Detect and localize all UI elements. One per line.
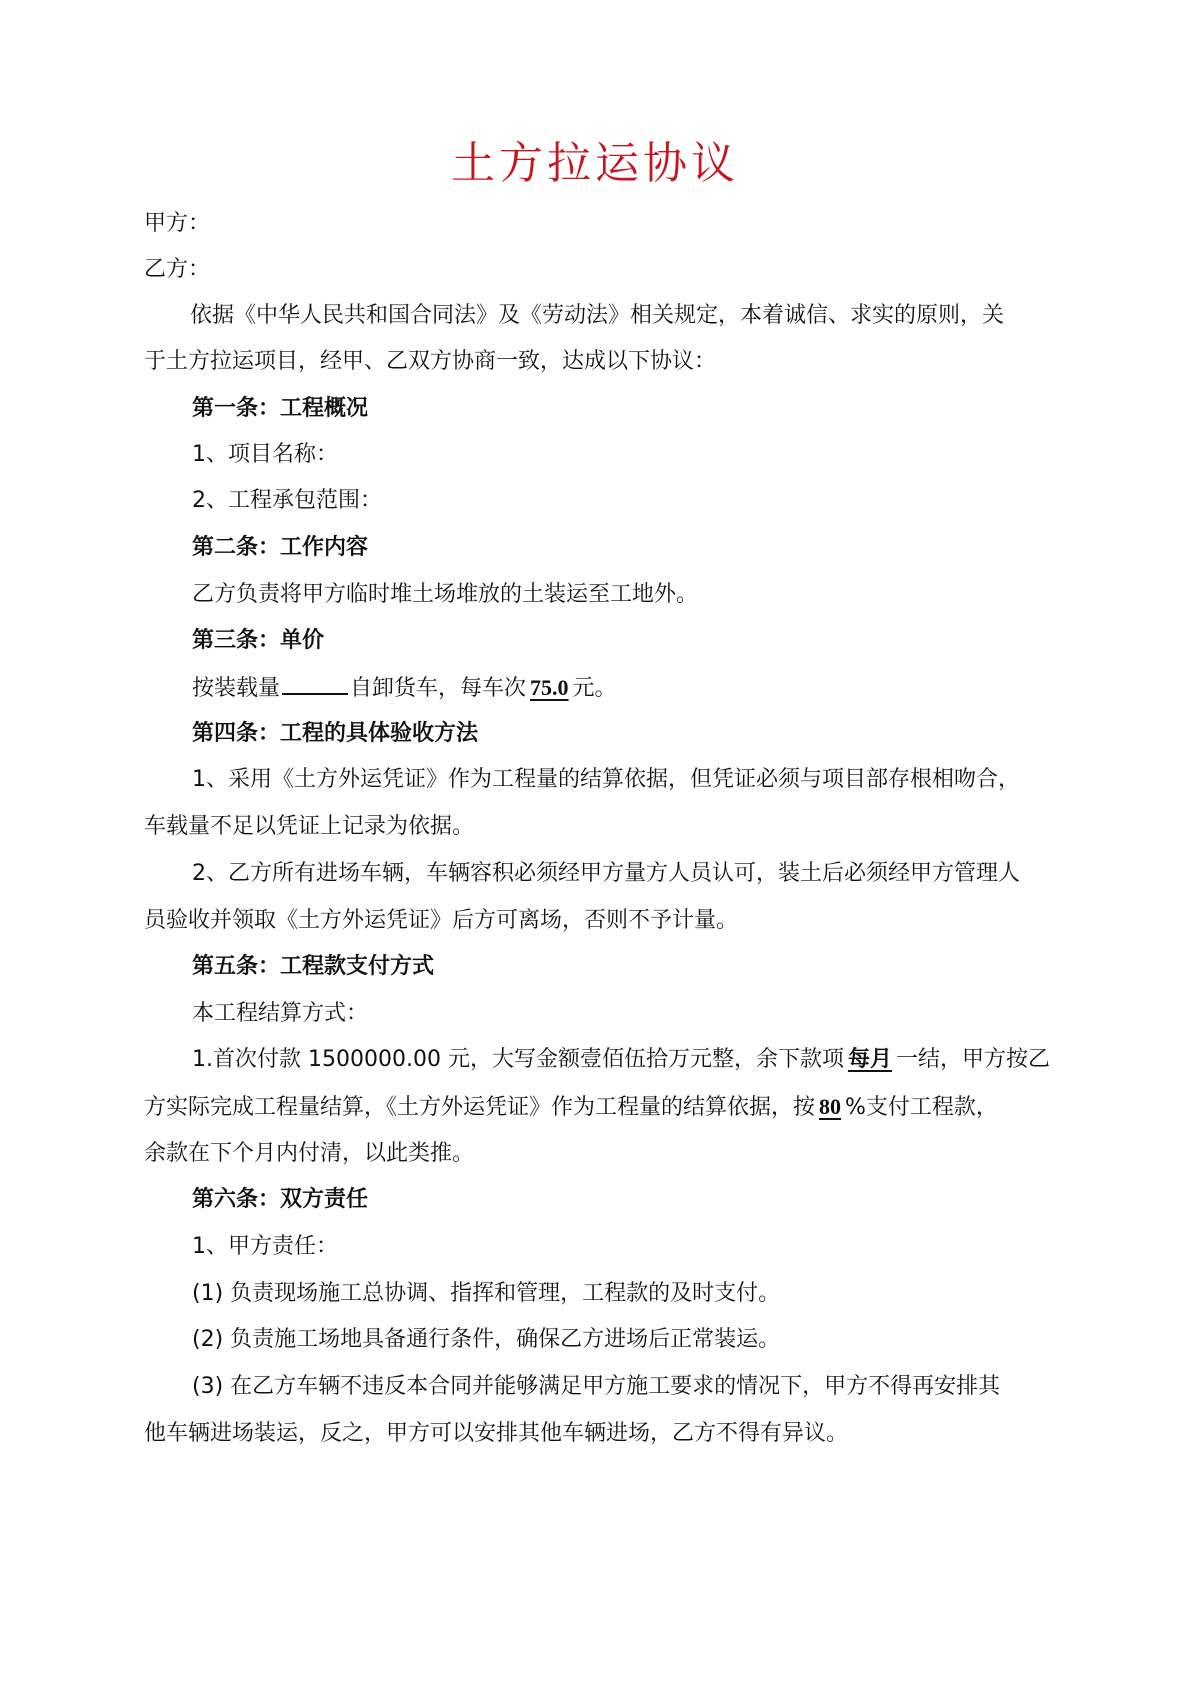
unit-price-middle: 自卸货车，每车次 [350,676,527,701]
article-1-item-1: 1、项目名称： [192,442,338,467]
unit-price-suffix: 元。 [572,676,617,701]
article-3-heading: 第三条：单价 [192,628,325,653]
article-4-para-2-line-1: 2、乙方所有进场车辆，车辆容积必须经甲方量方人员认可，装土后必须经甲方管理人 [192,861,1020,886]
article-5-line-3: 余款在下个月内付清，以此类推。 [144,1141,475,1166]
article-2-text: 乙方负责将甲方临时堆土场堆放的土装运至工地外。 [192,582,699,607]
payment-percentage: 80 [819,1094,842,1119]
document-title: 土方拉运协议 [451,138,739,189]
article-1-heading: 第一条：工程概况 [192,396,369,421]
article-4-heading: 第四条：工程的具体验收方法 [192,721,479,746]
load-capacity-blank [282,671,348,695]
settlement-basis-text: 方实际完成工程量结算，《土方外运凭证》作为工程量的结算依据，按 [144,1095,816,1120]
payment-first-suffix: 一结，甲方按乙 [895,1047,1050,1072]
article-2-heading: 第二条：工作内容 [192,535,369,560]
article-5-line-2 [144,1090,998,1125]
article-6-item-3-line-1: (3) 在乙方车辆不违反本合同并能够满足甲方施工要求的情况下，甲方不得再安排其 [192,1374,1001,1399]
article-6-item-1: (1) 负责现场施工总协调、指挥和管理，工程款的及时支付。 [192,1281,781,1306]
intro-line-1: 依据《中华人民共和国合同法》及《劳动法》相关规定，本着诚信、求实的原则，关 [190,303,1005,328]
article-5-intro: 本工程结算方式： [192,1001,369,1026]
payment-first-text: 1.首次付款 1500000.00 元，大写金额壹佰伍拾万元整，余下款项 [192,1047,844,1072]
intro-line-2: 于土方拉运项目，经甲、乙双方协商一致，达成以下协议： [144,349,717,374]
article-5-line-1 [192,1043,1050,1077]
article-6-item-3-line-2: 他车辆进场装运，反之，甲方可以安排其他车辆进场，乙方不得有异议。 [144,1421,849,1446]
article-1-item-2: 2、工程承包范围： [192,488,382,513]
article-4-para-1-line-2: 车载量不足以凭证上记录为依据。 [144,814,475,839]
unit-price-prefix: 按装载量 [192,676,281,701]
article-6-item-2: (2) 负责施工场地具备通行条件，确保乙方进场后正常装运。 [192,1327,781,1352]
price-per-trip: 75.0 [530,675,569,700]
party-b-label: 乙方： [144,257,211,282]
article-5-heading: 第五条：工程款支付方式 [192,954,435,979]
article-3-unit-price [192,671,617,706]
settlement-period: 每月 [847,1047,892,1072]
article-4-para-2-line-2: 员验收并领取《土方外运凭证》后方可离场，否则不予计量。 [144,908,739,933]
article-6-sub-1: 1、甲方责任： [192,1234,338,1259]
settlement-basis-suffix: %支付工程款， [845,1095,998,1120]
party-a-label: 甲方： [144,211,211,236]
article-4-para-1-line-1: 1、采用《土方外运凭证》作为工程量的结算依据，但凭证必须与项目部存根相吻合， [192,767,1020,792]
article-6-heading: 第六条：双方责任 [192,1187,369,1212]
